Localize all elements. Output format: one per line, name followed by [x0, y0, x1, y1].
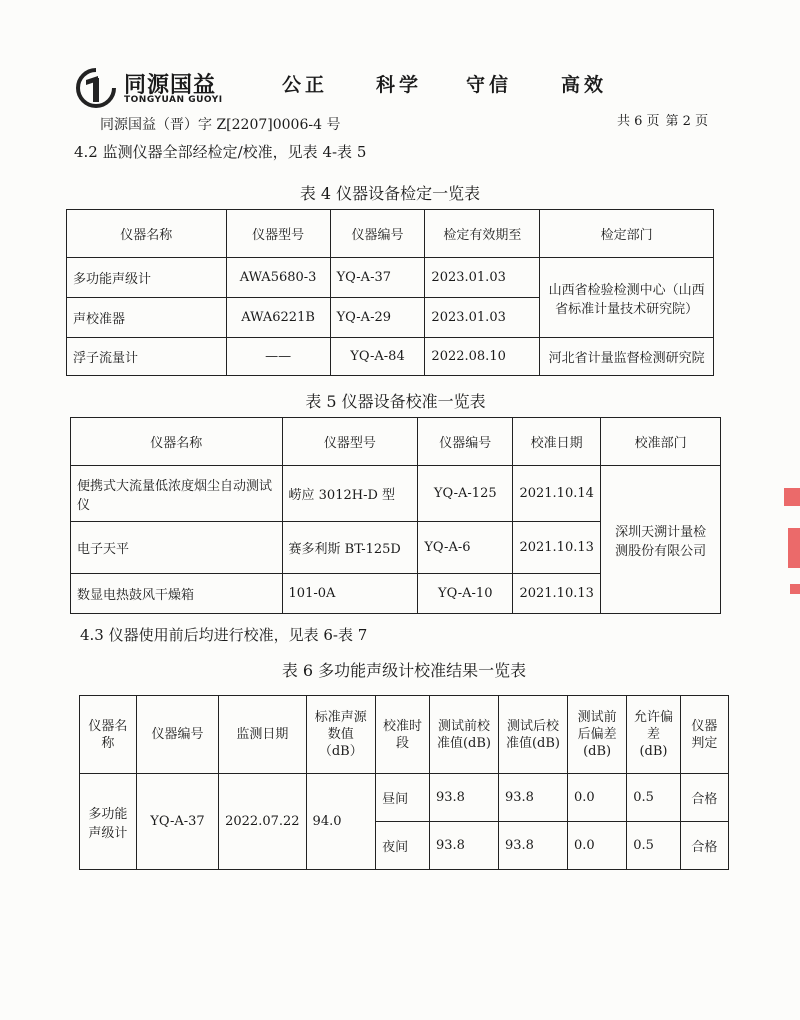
table6-header-date: 监测日期 [219, 696, 306, 774]
logo-chinese-name: 同源国益 [124, 73, 217, 98]
table-row [80, 774, 729, 822]
table-row [71, 466, 721, 522]
table6-cell-date: 2022.07.22 [219, 774, 306, 870]
table6-cell-period: 夜间 [376, 822, 430, 870]
seal-fragment-2 [788, 528, 800, 568]
verification-table [66, 209, 714, 376]
table5-cell-id: YQ-A-125 [418, 466, 513, 522]
table4-cell-model: AWA6221B [226, 298, 330, 338]
table6-header-period: 校准时段 [376, 696, 430, 774]
table-row [67, 258, 714, 298]
table6-header-diff: 测试前后偏差(dB) [567, 696, 626, 774]
table4-header-model: 仪器型号 [226, 210, 330, 258]
table-row [67, 338, 714, 376]
table6-cell-result: 合格 [680, 822, 728, 870]
table4-cell-dept: 山西省检验检测中心（山西省标准计量技术研究院） [540, 258, 714, 338]
table5-cell-model: 101-0A [282, 574, 418, 614]
table5-header-id: 仪器编号 [418, 418, 513, 466]
table5-header-name: 仪器名称 [71, 418, 283, 466]
table6-cell-allow: 0.5 [627, 774, 681, 822]
slogan-2: 科学 [376, 74, 423, 96]
table6-cell-after: 93.8 [498, 822, 567, 870]
total-pages: 共 6 页 [617, 114, 660, 129]
calibration-table [70, 417, 721, 614]
table6-header-standard: 标准声源数值（dB） [306, 696, 376, 774]
table6-cell-after: 93.8 [498, 774, 567, 822]
table5-cell-dept: 深圳天溯计量检测股份有限公司 [601, 466, 721, 614]
table5-cell-name: 数显电热鼓风干燥箱 [71, 574, 283, 614]
table5-cell-name: 电子天平 [71, 522, 283, 574]
slogan-3: 守信 [466, 74, 513, 96]
document-number: 同源国益（晋）字 Z[2207]0006-4 号 [100, 117, 341, 133]
table4-header-dept: 检定部门 [540, 210, 714, 258]
table4-cell-valid: 2023.01.03 [425, 258, 540, 298]
table6-caption: 表 6 多功能声级计校准结果一览表 [281, 661, 527, 680]
current-page: 第 2 页 [665, 114, 709, 129]
table6-header-result: 仪器判定 [680, 696, 728, 774]
table5-cell-model: 崂应 3012H-D 型 [282, 466, 418, 522]
table4-cell-id: YQ-A-29 [330, 298, 425, 338]
slogan-1: 公正 [282, 74, 329, 96]
seal-fragment-3 [790, 584, 800, 594]
table6-header-id: 仪器编号 [136, 696, 218, 774]
section-4-2-heading: 4.2 监测仪器全部经检定/校准，见表 4-表 5 [74, 143, 367, 161]
table5-header-dept: 校准部门 [601, 418, 721, 466]
table4-cell-id: YQ-A-84 [330, 338, 425, 376]
table4-cell-dept: 河北省计量监督检测研究院 [540, 338, 714, 376]
table5-caption: 表 5 仪器设备校准一览表 [305, 392, 486, 411]
table4-cell-model: AWA5680-3 [226, 258, 330, 298]
table5-cell-id: YQ-A-10 [418, 574, 513, 614]
table4-cell-name: 多功能声级计 [67, 258, 227, 298]
sound-level-calibration-table [79, 695, 729, 870]
table4-cell-valid: 2023.01.03 [425, 298, 540, 338]
table5-cell-id: YQ-A-6 [418, 522, 513, 574]
table5-cell-date: 2021.10.14 [513, 466, 601, 522]
table4-header-id: 仪器编号 [330, 210, 425, 258]
section-4-3-heading: 4.3 仪器使用前后均进行校准，见表 6-表 7 [80, 626, 368, 644]
seal-fragment-1 [784, 488, 800, 506]
table5-cell-name: 便携式大流量低浓度烟尘自动测试仪 [71, 466, 283, 522]
slogan-4: 高效 [561, 74, 608, 96]
table4-header-valid: 检定有效期至 [425, 210, 540, 258]
table4-cell-id: YQ-A-37 [330, 258, 425, 298]
table6-cell-name: 多功能声级计 [80, 774, 137, 870]
table4-cell-valid: 2022.08.10 [425, 338, 540, 376]
company-logo [74, 66, 234, 110]
table6-header-after: 测试后校准值(dB) [498, 696, 567, 774]
table6-cell-diff: 0.0 [567, 774, 626, 822]
table4-caption: 表 4 仪器设备检定一览表 [299, 184, 481, 203]
table4-header-name: 仪器名称 [67, 210, 227, 258]
table5-cell-date: 2021.10.13 [513, 522, 601, 574]
table6-cell-standard: 94.0 [306, 774, 376, 870]
table4-cell-model: —— [226, 338, 330, 376]
table6-cell-allow: 0.5 [627, 822, 681, 870]
table6-cell-before: 93.8 [430, 822, 499, 870]
table5-cell-date: 2021.10.13 [513, 574, 601, 614]
table4-cell-name: 声校准器 [67, 298, 227, 338]
table6-header-name: 仪器名称 [80, 696, 137, 774]
table5-cell-model: 赛多利斯 BT-125D [282, 522, 418, 574]
table6-cell-result: 合格 [680, 774, 728, 822]
table6-cell-before: 93.8 [430, 774, 499, 822]
table6-header-allow: 允许偏差(dB) [627, 696, 681, 774]
table5-header-date: 校准日期 [513, 418, 601, 466]
table6-cell-period: 昼间 [376, 774, 430, 822]
table5-header-model: 仪器型号 [282, 418, 418, 466]
page-number [617, 110, 708, 129]
table6-header-before: 测试前校准值(dB) [430, 696, 499, 774]
logo-english-name: TONGYUAN GUOYI [124, 95, 223, 105]
logo-mark-icon [74, 66, 118, 110]
table6-cell-id: YQ-A-37 [136, 774, 218, 870]
table4-cell-name: 浮子流量计 [67, 338, 227, 376]
table6-cell-diff: 0.0 [567, 822, 626, 870]
